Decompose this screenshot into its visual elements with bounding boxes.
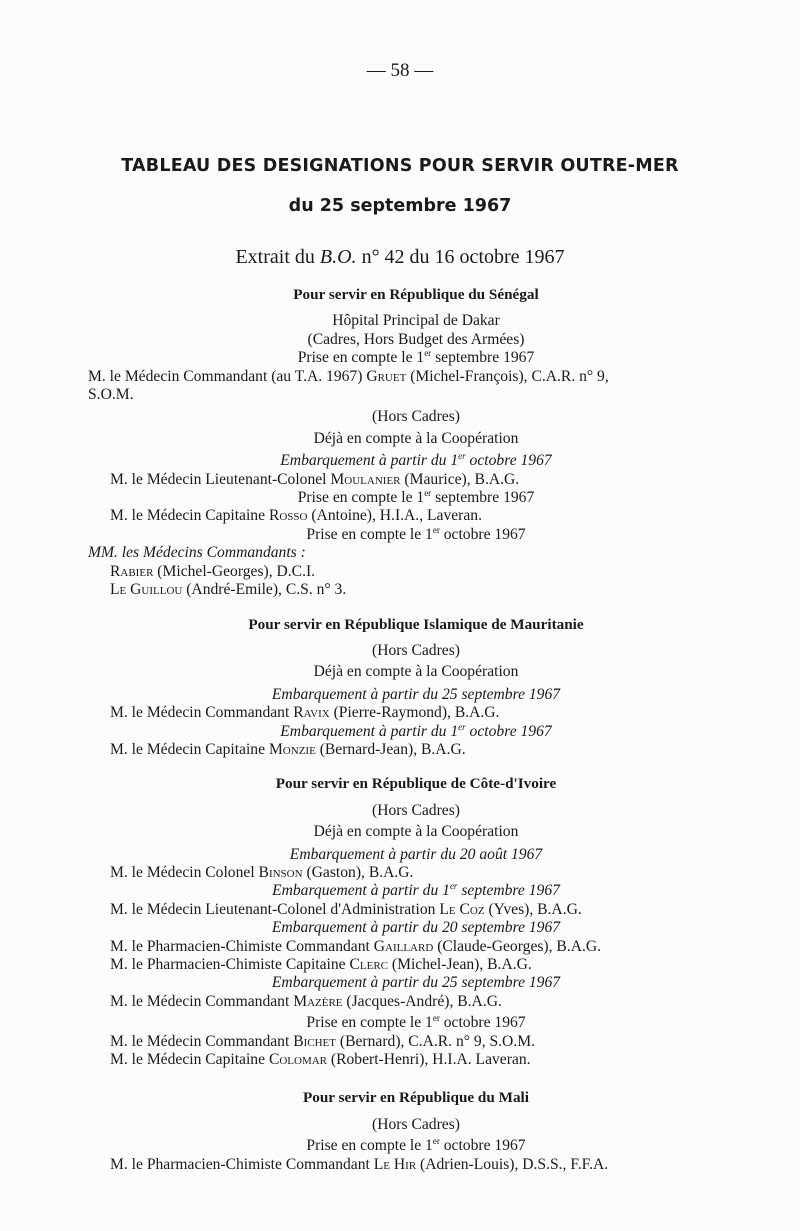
entry-line xyxy=(110,938,722,956)
entry-rank: M. le Médecin Commandant (au T.A. 1967) xyxy=(88,367,367,385)
entry-details: (Maurice), B.A.G. xyxy=(400,470,520,488)
prise-pre: Prise en compte le 1 xyxy=(306,525,433,543)
entry-surname: Gaillard xyxy=(373,937,434,955)
entry-details: (André-Emile), C.S. n° 3. xyxy=(182,581,347,599)
entry-rank: M. le Pharmacien-Chimiste Commandant xyxy=(110,1155,374,1173)
hors-cadres-line: (Hors Cadres) xyxy=(372,801,460,819)
entry-line xyxy=(110,901,722,919)
entry-line xyxy=(110,864,722,882)
entry-details: (Claude-Georges), B.A.G. xyxy=(433,937,602,955)
prise-post: octobre 1967 xyxy=(439,525,526,543)
document-body xyxy=(88,286,722,1174)
document-subtitle: du 25 septembre 1967 xyxy=(288,196,512,216)
hors-cadres-line: (Hors Cadres) xyxy=(372,641,460,659)
entry-surname: Binson xyxy=(258,863,303,881)
entry-surname: Rosso xyxy=(268,507,308,525)
entry-details: (Michel-Georges), D.C.I. xyxy=(153,562,316,580)
embarquement-line: Embarquement à partir du 25 septembre 1967 xyxy=(271,685,561,703)
hors-cadres-line: (Hors Cadres) xyxy=(372,1115,460,1133)
entry-rank: M. le Médecin Lieutenant-Colonel d'Administration xyxy=(110,900,440,918)
emb-sup: er xyxy=(449,881,458,892)
prise-sup: er xyxy=(424,487,432,498)
extrait-line xyxy=(0,246,800,269)
prise-post: octobre 1967 xyxy=(439,1137,526,1155)
prise-pre: Prise en compte le 1 xyxy=(306,1137,433,1155)
entry-details: (Robert-Henri), H.I.A. Laveran. xyxy=(327,1051,531,1069)
mm-entry xyxy=(88,581,722,599)
entry-line xyxy=(110,507,722,525)
entry-continuation: S.O.M. xyxy=(88,386,134,404)
entry-surname: Clerc xyxy=(349,956,388,973)
entry-rank: M. le Médecin Capitaine xyxy=(110,740,269,758)
extrait-bo: B.O. xyxy=(319,246,357,268)
embarquement-line xyxy=(110,882,722,900)
entry-line xyxy=(110,1033,722,1051)
prise-line xyxy=(110,349,722,367)
prise-post: octobre 1967 xyxy=(439,1014,526,1032)
emb-sup: er xyxy=(458,721,466,732)
entry-surname: Moulanier xyxy=(330,470,401,488)
emb-pre: Embarquement à partir du 1 xyxy=(280,722,459,740)
emb-post: septembre 1967 xyxy=(457,882,560,900)
entry-line xyxy=(110,741,722,759)
entry-details: (Gaston), B.A.G. xyxy=(302,863,414,881)
prise-line xyxy=(110,1014,722,1032)
entry-rank: M. le Médecin Capitaine xyxy=(110,1051,269,1069)
embarquement-line xyxy=(110,723,722,741)
prise-sup: er xyxy=(432,1136,440,1147)
entry-details: (Bernard-Jean), B.A.G. xyxy=(315,740,466,758)
section-heading-senegal: Pour servir en République du Sénégal xyxy=(293,286,539,303)
entry-details: (Jacques-André), B.A.G. xyxy=(342,992,502,1010)
entry-line xyxy=(88,368,722,386)
section-heading-cote-ivoire: Pour servir en République de Côte-d'Ivoire xyxy=(275,775,557,793)
prise-post: septembre 1967 xyxy=(431,349,535,367)
emb-post: octobre 1967 xyxy=(465,452,552,470)
entry-surname: Rabier xyxy=(110,562,154,580)
extrait-pre: Extrait du xyxy=(235,246,320,268)
emb-post: octobre 1967 xyxy=(465,722,552,740)
entry-rank: M. le Pharmacien-Chimiste Commandant xyxy=(110,937,374,955)
embarquement-line: Embarquement à partir du 20 septembre 1967 xyxy=(271,919,561,937)
entry-surname: Mazère xyxy=(293,992,343,1010)
emb-sup: er xyxy=(458,451,466,462)
hors-cadres-line: (Hors Cadres) xyxy=(372,408,460,426)
hopital-line: Hôpital Principal de Dakar xyxy=(332,312,500,330)
emb-pre: Embarquement à partir du 1 xyxy=(272,882,450,900)
entry-surname: Bichet xyxy=(293,1032,336,1050)
entry-surname: Le Guillou xyxy=(110,581,183,599)
prise-sup: er xyxy=(432,524,440,535)
cadres-line: (Cadres, Hors Budget des Armées) xyxy=(307,330,525,348)
prise-line xyxy=(110,1137,722,1155)
entry-details: (Michel-Jean), B.A.G. xyxy=(388,956,532,973)
prise-pre: Prise en compte le 1 xyxy=(297,489,425,507)
entry-details: (Adrien-Louis), D.S.S., F.F.A. xyxy=(416,1155,609,1173)
prise-line xyxy=(110,526,722,544)
prise-line xyxy=(110,489,722,507)
entry-rank: M. le Médecin Capitaine xyxy=(110,507,269,525)
prise-pre: Prise en compte le 1 xyxy=(297,349,425,367)
mm-label: MM. les Médecins Commandants : xyxy=(88,544,306,562)
entry-surname: Colomar xyxy=(268,1051,328,1069)
entry-line xyxy=(110,1051,722,1069)
entry-line xyxy=(110,956,722,974)
entry-rank: M. le Médecin Commandant xyxy=(110,704,294,722)
entry-surname: Gruet xyxy=(366,367,407,385)
entry-rank: M. le Médecin Lieutenant-Colonel xyxy=(110,470,331,488)
entry-details: (Pierre-Raymond), B.A.G. xyxy=(329,704,500,722)
emb-pre: Embarquement à partir du 1 xyxy=(280,452,459,470)
section-heading-mali: Pour servir en République du Mali xyxy=(302,1089,529,1107)
entry-details: (Michel-François), C.A.R. n° 9, xyxy=(406,367,609,385)
entry-details: (Yves), B.A.G. xyxy=(484,900,582,918)
embarquement-line xyxy=(110,452,722,470)
embarquement-line: Embarquement à partir du 20 août 1967 xyxy=(289,845,543,863)
entry-surname: Ravix xyxy=(293,704,330,722)
section-heading-mauritanie: Pour servir en République Islamique de Mauritanie xyxy=(248,615,584,633)
prise-sup: er xyxy=(424,348,432,359)
extrait-post: n° 42 du 16 octobre 1967 xyxy=(356,246,565,268)
prise-sup: er xyxy=(432,1013,440,1024)
entry-line xyxy=(110,993,722,1011)
entry-details: (Antoine), H.I.A., Laveran. xyxy=(307,507,482,525)
entry-rank: M. le Médecin Commandant xyxy=(110,1032,294,1050)
entry-line xyxy=(110,704,722,722)
entry-surname: Le Coz xyxy=(439,900,485,918)
entry-line xyxy=(110,471,722,489)
entry-rank: M. le Médecin Commandant xyxy=(110,992,294,1010)
entry-line xyxy=(110,1156,722,1174)
page-number: — 58 — xyxy=(366,60,434,81)
prise-pre: Prise en compte le 1 xyxy=(306,1014,433,1032)
entry-surname: Le Hir xyxy=(373,1155,417,1173)
deja-line: Déjà en compte à la Coopération xyxy=(313,823,519,841)
deja-line: Déjà en compte à la Coopération xyxy=(313,429,519,447)
mm-entry xyxy=(88,563,722,581)
document-title: TABLEAU DES DESIGNATIONS POUR SERVIR OUTRE-MER xyxy=(121,156,679,176)
entry-surname: Monzie xyxy=(268,740,316,758)
entry-rank: M. le Pharmacien-Chimiste Capitaine xyxy=(110,956,350,973)
prise-post: septembre 1967 xyxy=(431,489,535,507)
entry-rank: M. le Médecin Colonel xyxy=(110,863,259,881)
embarquement-line: Embarquement à partir du 25 septembre 1967 xyxy=(271,974,561,992)
deja-line: Déjà en compte à la Coopération xyxy=(313,663,519,681)
entry-details: (Bernard), C.A.R. n° 9, S.O.M. xyxy=(336,1032,535,1050)
